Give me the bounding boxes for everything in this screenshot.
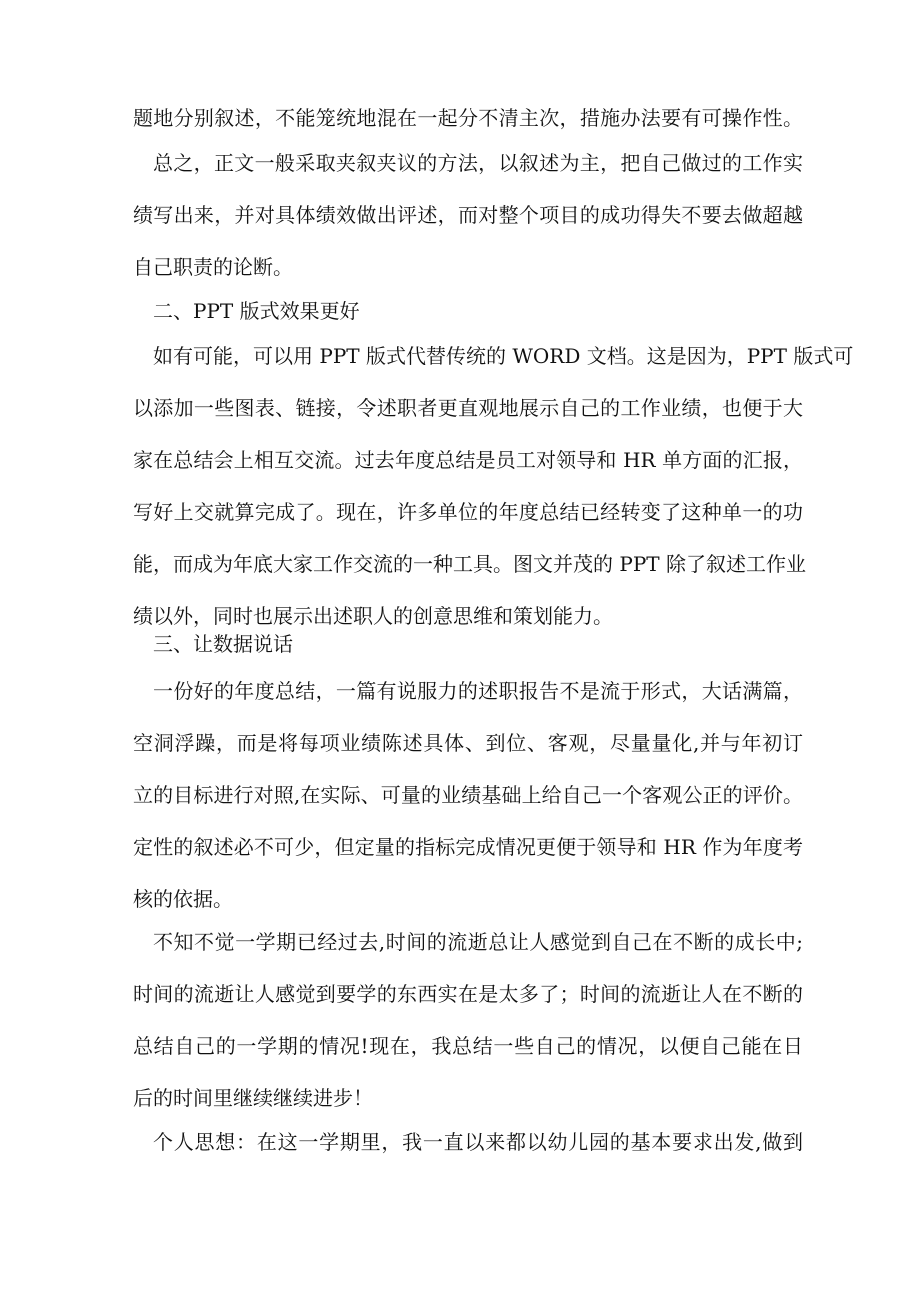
paragraph <box>133 1116 803 1168</box>
text-line: 总结自己的一学期的情况!现在，我总结一些自己的情况，以便自己能在日 <box>133 1034 803 1058</box>
text-line: 题地分别叙述，不能笼统地混在一起分不清主次，措施办法要有可操作性。 <box>133 106 803 130</box>
text-line: 绩以外，同时也展示出述职人的创意思维和策划能力。 <box>133 604 613 628</box>
text-line: 如有可能，可以用 PPT 版式代替传统的 WORD 文档。这是因为，PPT 版式可 <box>153 344 854 368</box>
text-line: 总之，正文一般采取夹叙夹议的方法，以叙述为主，把自己做过的工作实 <box>153 151 803 175</box>
text-line: 家在总结会上相互交流。过去年度总结是员工对领导和 HR 单方面的汇报， <box>133 448 803 472</box>
text-line: 个人思想：在这一学期里，我一直以来都以幼儿园的基本要求出发,做到 <box>153 1130 803 1154</box>
text-line: 能，而成为年底大家工作交流的一种工具。图文并茂的 PPT 除了叙述工作业 <box>133 552 806 576</box>
text-line: 自己职责的论断。 <box>133 255 293 279</box>
text-line: 以添加一些图表、链接，令述职者更直观地展示自己的工作业绩，也便于大 <box>133 396 803 420</box>
text-line: 绩写出来，并对具体绩效做出评述，而对整个项目的成功得失不要去做超越 <box>133 203 803 227</box>
section-heading <box>133 618 803 670</box>
heading-text: 三、让数据说话 <box>153 632 293 656</box>
text-line: 立的目标进行对照,在实际、可量的业绩基础上给自己一个客观公正的评价。 <box>133 783 803 807</box>
text-line: 空洞浮躁，而是将每项业绩陈述具体、到位、客观，尽量量化,并与年初订 <box>133 731 803 755</box>
paragraph <box>133 916 803 1124</box>
text-line: 不知不觉一学期已经过去,时间的流逝总让人感觉到自己在不断的成长中; <box>153 930 803 954</box>
text-line: 写好上交就算完成了。现在，许多单位的年度总结已经转变了这种单一的功 <box>133 500 803 524</box>
paragraph <box>133 665 803 925</box>
text-line: 时间的流逝让人感觉到要学的东西实在是太多了；时间的流逝让人在不断的 <box>133 982 803 1006</box>
text-line: 核的依据。 <box>133 887 233 911</box>
paragraph <box>133 330 854 642</box>
text-line: 一份好的年度总结，一篇有说服力的述职报告不是流于形式，大话满篇， <box>153 679 803 703</box>
heading-text: 二、PPT 版式效果更好 <box>153 299 360 323</box>
paragraph <box>133 137 803 293</box>
text-line: 定性的叙述必不可少，但定量的指标完成情况更便于领导和 HR 作为年度考 <box>133 835 803 859</box>
text-line: 后的时间里继续继续进步！ <box>133 1086 373 1110</box>
